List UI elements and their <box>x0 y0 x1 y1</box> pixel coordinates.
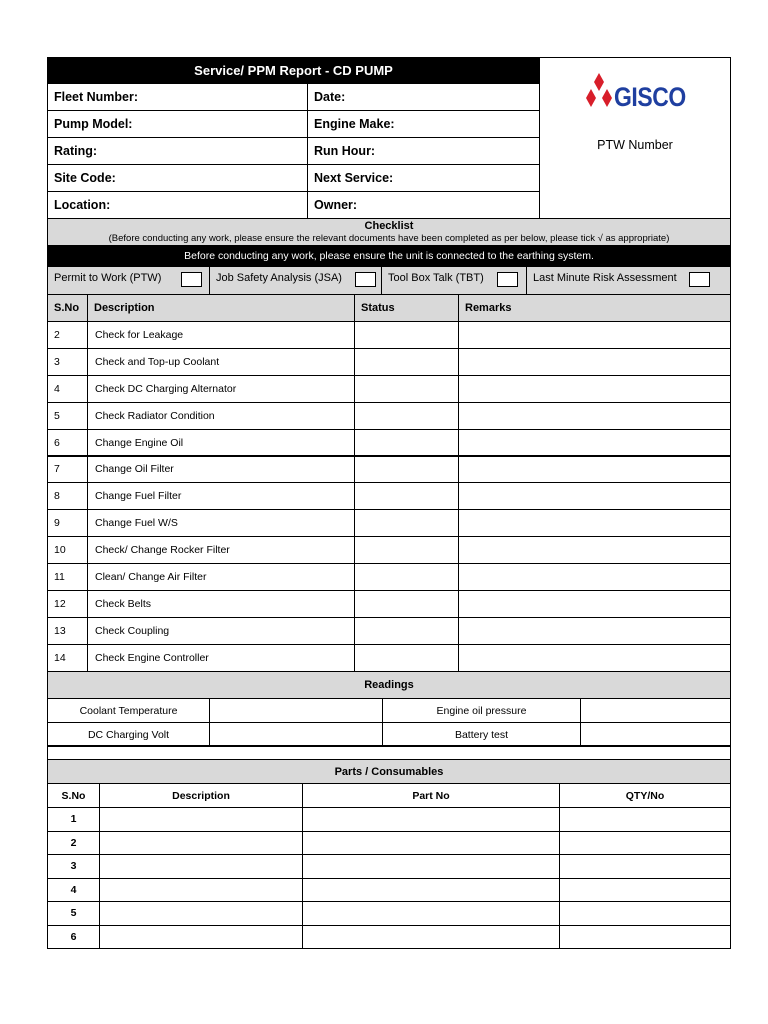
task-row-no: 7 <box>47 456 88 484</box>
parts-row-no: 6 <box>47 925 100 950</box>
task-row-desc: Check and Top-up Coolant <box>87 348 355 376</box>
task-row-remarks[interactable] <box>458 482 731 510</box>
task-row-desc: Check DC Charging Alternator <box>87 375 355 403</box>
parts-row-cell[interactable] <box>302 831 560 856</box>
logo-text: GISCO <box>614 82 686 112</box>
task-row-desc: Clean/ Change Air Filter <box>87 563 355 591</box>
info-field-1[interactable]: Pump Model: <box>47 110 308 138</box>
parts-row-cell[interactable] <box>559 831 731 856</box>
logo-cell <box>539 57 731 219</box>
reading-label: Engine oil pressure <box>382 698 581 723</box>
task-row-status[interactable] <box>354 429 459 457</box>
task-row-remarks[interactable] <box>458 375 731 403</box>
parts-row-cell[interactable] <box>99 878 303 903</box>
task-row-no: 4 <box>47 375 88 403</box>
task-row-desc: Check Radiator Condition <box>87 402 355 430</box>
task-row-status[interactable] <box>354 509 459 537</box>
parts-row-cell[interactable] <box>559 807 731 832</box>
task-row-desc: Check Engine Controller <box>87 644 355 672</box>
task-row-remarks[interactable] <box>458 617 731 645</box>
parts-row-cell[interactable] <box>302 901 560 926</box>
task-row-remarks[interactable] <box>458 644 731 672</box>
info-field-2[interactable]: Rating: <box>47 137 308 165</box>
permit-checkbox-3[interactable] <box>689 272 710 287</box>
task-row-desc: Check Coupling <box>87 617 355 645</box>
task-row-no: 14 <box>47 644 88 672</box>
parts-row-cell[interactable] <box>99 901 303 926</box>
parts-row-cell[interactable] <box>302 925 560 950</box>
task-row-status[interactable] <box>354 375 459 403</box>
info-field-right-1[interactable]: Engine Make: <box>307 110 540 138</box>
task-row-status[interactable] <box>354 644 459 672</box>
info-field-right-4[interactable]: Owner: <box>307 191 540 219</box>
gisco-logo-icon <box>586 73 612 113</box>
task-header-3: Remarks <box>458 294 731 322</box>
task-header-0: S.No <box>47 294 88 322</box>
parts-row-cell[interactable] <box>99 925 303 950</box>
reading-value[interactable] <box>580 698 731 723</box>
task-row-no: 8 <box>47 482 88 510</box>
parts-row-cell[interactable] <box>99 831 303 856</box>
task-row-status[interactable] <box>354 563 459 591</box>
parts-row-cell[interactable] <box>302 854 560 879</box>
parts-row-no: 4 <box>47 878 100 903</box>
parts-row-cell[interactable] <box>99 854 303 879</box>
earthing-note: Before conducting any work, please ensure the unit is connected to the earthing system. <box>47 246 731 267</box>
parts-header-3: QTY/No <box>559 783 731 808</box>
parts-header: Parts / Consumables <box>47 759 731 784</box>
task-row-no: 13 <box>47 617 88 645</box>
task-row-remarks[interactable] <box>458 509 731 537</box>
permit-label-1: Job Safety Analysis (JSA) <box>216 272 342 284</box>
checklist-header <box>47 218 731 246</box>
reading-value[interactable] <box>209 698 383 723</box>
task-row-status[interactable] <box>354 590 459 618</box>
task-row-desc: Change Engine Oil <box>87 429 355 457</box>
task-row-remarks[interactable] <box>458 563 731 591</box>
parts-row-no: 2 <box>47 831 100 856</box>
ptw-number-label: PTW Number <box>597 138 673 152</box>
permit-checkbox-1[interactable] <box>355 272 376 287</box>
task-row-status[interactable] <box>354 321 459 349</box>
permit-label-3: Last Minute Risk Assessment <box>533 272 677 284</box>
parts-row-cell[interactable] <box>99 807 303 832</box>
permit-checkbox-2[interactable] <box>497 272 518 287</box>
permit-label-0: Permit to Work (PTW) <box>54 272 162 284</box>
parts-row-cell[interactable] <box>559 854 731 879</box>
task-row-remarks[interactable] <box>458 590 731 618</box>
info-field-right-2[interactable]: Run Hour: <box>307 137 540 165</box>
readings-header: Readings <box>47 671 731 699</box>
task-row-no: 2 <box>47 321 88 349</box>
task-row-desc: Check/ Change Rocker Filter <box>87 536 355 564</box>
task-row-status[interactable] <box>354 536 459 564</box>
permit-label-2: Tool Box Talk (TBT) <box>388 272 484 284</box>
parts-header-1: Description <box>99 783 303 808</box>
task-row-remarks[interactable] <box>458 402 731 430</box>
task-row-no: 11 <box>47 563 88 591</box>
reading-label: Coolant Temperature <box>47 698 210 723</box>
info-field-3[interactable]: Site Code: <box>47 164 308 192</box>
checklist-title: Checklist <box>364 220 414 232</box>
permit-checkbox-0[interactable] <box>181 272 202 287</box>
task-row-no: 6 <box>47 429 88 457</box>
task-row-remarks[interactable] <box>458 348 731 376</box>
parts-header-2: Part No <box>302 783 560 808</box>
task-header-1: Description <box>87 294 355 322</box>
reading-value[interactable] <box>580 722 731 747</box>
task-row-status[interactable] <box>354 482 459 510</box>
parts-row-cell[interactable] <box>559 878 731 903</box>
task-row-remarks[interactable] <box>458 536 731 564</box>
reading-label: DC Charging Volt <box>47 722 210 747</box>
task-row-status[interactable] <box>354 348 459 376</box>
task-row-remarks[interactable] <box>458 429 731 457</box>
task-row-desc: Change Fuel Filter <box>87 482 355 510</box>
task-row-desc: Change Fuel W/S <box>87 509 355 537</box>
parts-header-0: S.No <box>47 783 100 808</box>
info-field-right-3[interactable]: Next Service: <box>307 164 540 192</box>
task-row-no: 10 <box>47 536 88 564</box>
task-row-desc: Check for Leakage <box>87 321 355 349</box>
parts-row-cell[interactable] <box>559 901 731 926</box>
readings-spacer <box>47 745 731 760</box>
task-row-status[interactable] <box>354 456 459 484</box>
info-field-right-0[interactable]: Date: <box>307 83 540 111</box>
task-row-desc: Check Belts <box>87 590 355 618</box>
parts-row-cell[interactable] <box>559 925 731 950</box>
parts-row-no: 1 <box>47 807 100 832</box>
parts-row-no: 3 <box>47 854 100 879</box>
task-row-desc: Change Oil Filter <box>87 456 355 484</box>
parts-row-cell[interactable] <box>302 807 560 832</box>
parts-row-cell[interactable] <box>302 878 560 903</box>
task-row-no: 5 <box>47 402 88 430</box>
reading-value[interactable] <box>209 722 383 747</box>
checklist-note: (Before conducting any work, please ensure the relevant documents have been completed as per below, please tick √ as appropriate) <box>108 233 670 244</box>
task-header-2: Status <box>354 294 459 322</box>
parts-row-no: 5 <box>47 901 100 926</box>
info-field-0[interactable]: Fleet Number: <box>47 83 308 111</box>
info-field-4[interactable]: Location: <box>47 191 308 219</box>
task-row-remarks[interactable] <box>458 456 731 484</box>
task-row-no: 9 <box>47 509 88 537</box>
task-row-remarks[interactable] <box>458 321 731 349</box>
task-row-status[interactable] <box>354 402 459 430</box>
task-row-no: 3 <box>47 348 88 376</box>
report-title: Service/ PPM Report - CD PUMP <box>47 57 540 84</box>
reading-label: Battery test <box>382 722 581 747</box>
task-row-status[interactable] <box>354 617 459 645</box>
task-row-no: 12 <box>47 590 88 618</box>
